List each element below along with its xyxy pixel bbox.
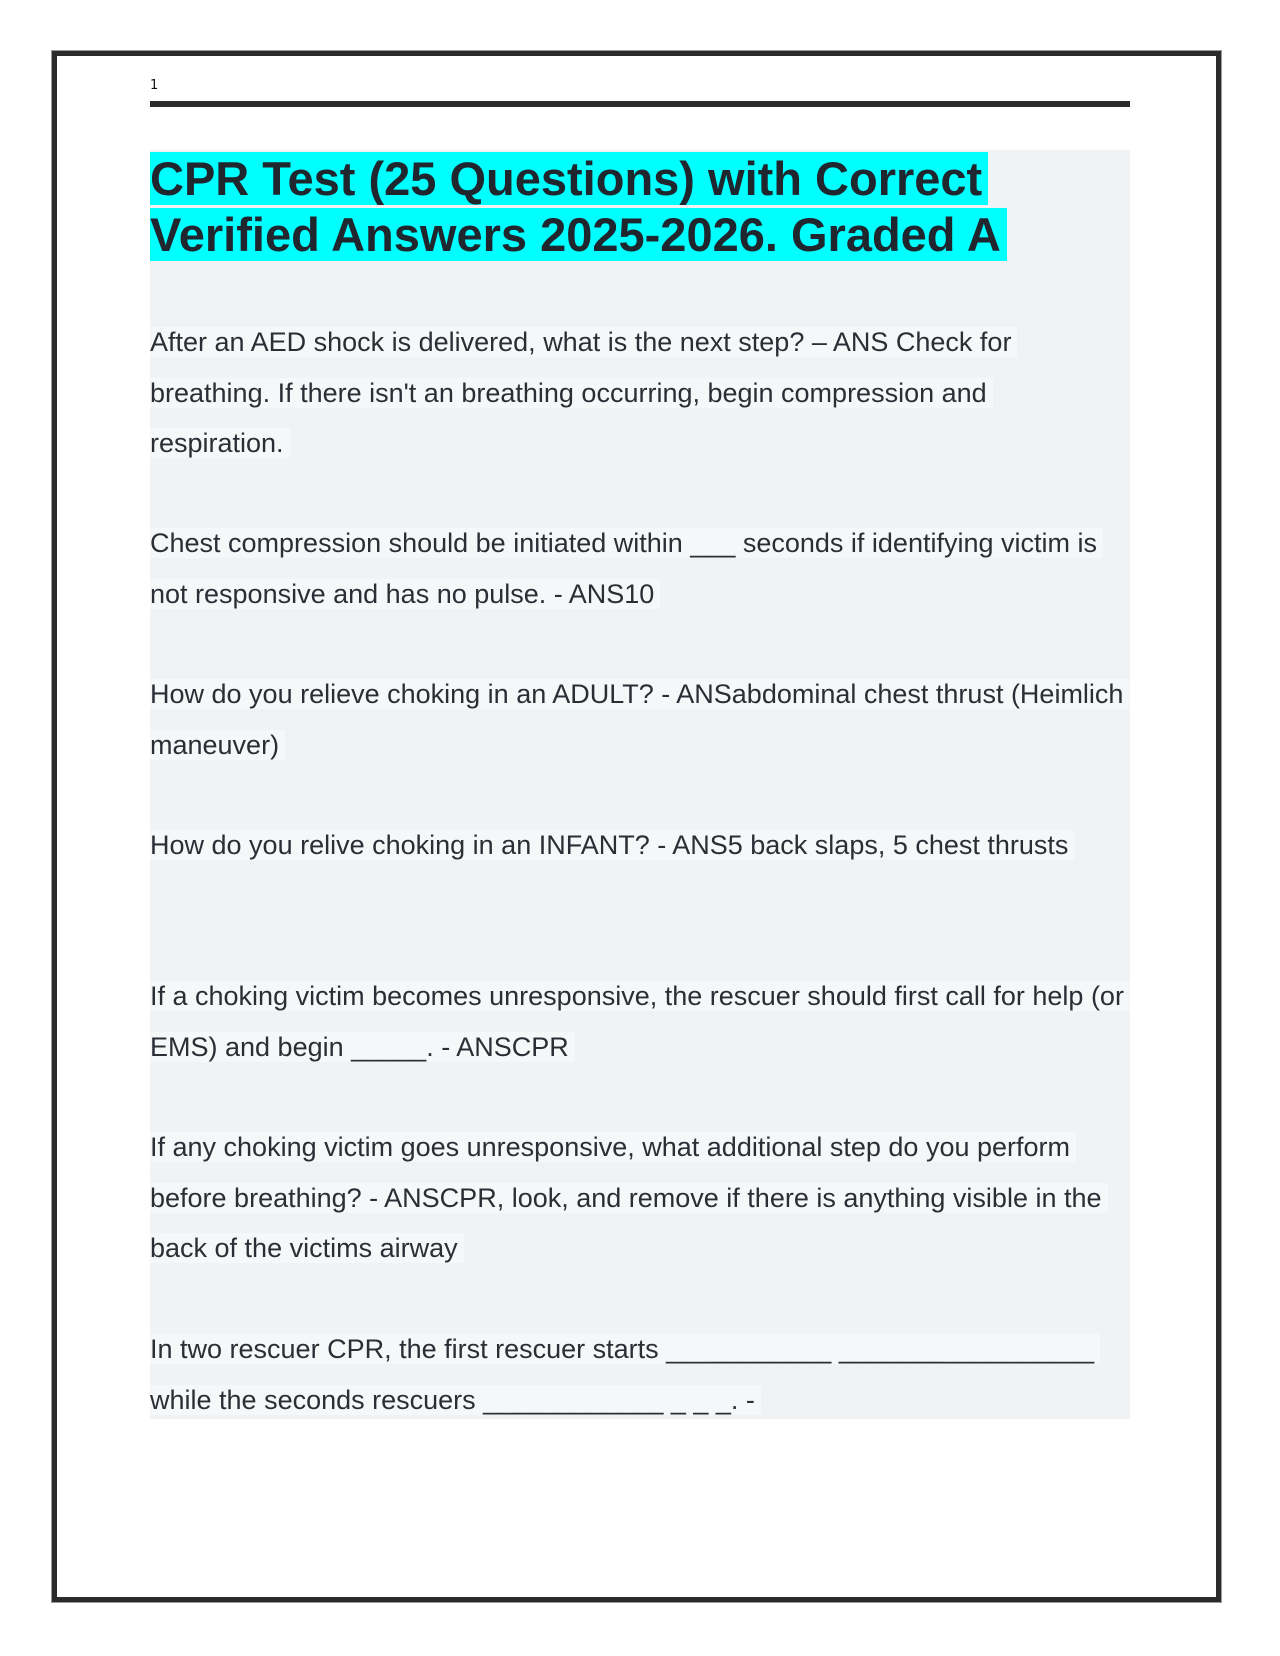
- qa-item: [150, 1324, 1130, 1425]
- qa-item: [150, 1122, 1130, 1274]
- qa-item-text: How do you relive choking in an INFANT? - ANS5 back slaps, 5 chest thrusts: [150, 830, 1074, 860]
- document-title: [150, 151, 1130, 263]
- qa-item: [150, 669, 1130, 770]
- qa-item-text: After an AED shock is delivered, what is the next step? – ANS Check for breathing. If there isn't an breathing occurring, begin compression and respiration.: [150, 327, 1017, 458]
- qa-item: [150, 971, 1130, 1072]
- qa-item-text: How do you relieve choking in an ADULT? - ANSabdominal chest thrust (Heimlich maneuver): [150, 679, 1129, 760]
- qa-item-text: If any choking victim goes unresponsive, what additional step do you perform before breathing? - ANSCPR, look, and remove if there is anything visible in the back of the victims airway: [150, 1132, 1108, 1263]
- qa-item-text: Chest compression should be initiated within ___ seconds if identifying victim is not responsive and has no pulse. - ANS10: [150, 528, 1103, 609]
- qa-item: [150, 518, 1130, 619]
- qa-item-text: If a choking victim becomes unresponsive, the rescuer should first call for help (or EMS) and begin _____. - ANSCPR: [150, 981, 1130, 1062]
- qa-item-text: In two rescuer CPR, the first rescuer starts ___________ _________________ while the seconds rescuers ____________ _ _ _. -: [150, 1334, 1100, 1415]
- document-title-text: CPR Test (25 Questions) with Correct Verified Answers 2025-2026. Graded A: [150, 152, 1007, 261]
- page-number: 1: [150, 78, 159, 93]
- qa-item: [150, 820, 1130, 871]
- qa-item: [150, 317, 1130, 469]
- header-rule: [150, 101, 1130, 107]
